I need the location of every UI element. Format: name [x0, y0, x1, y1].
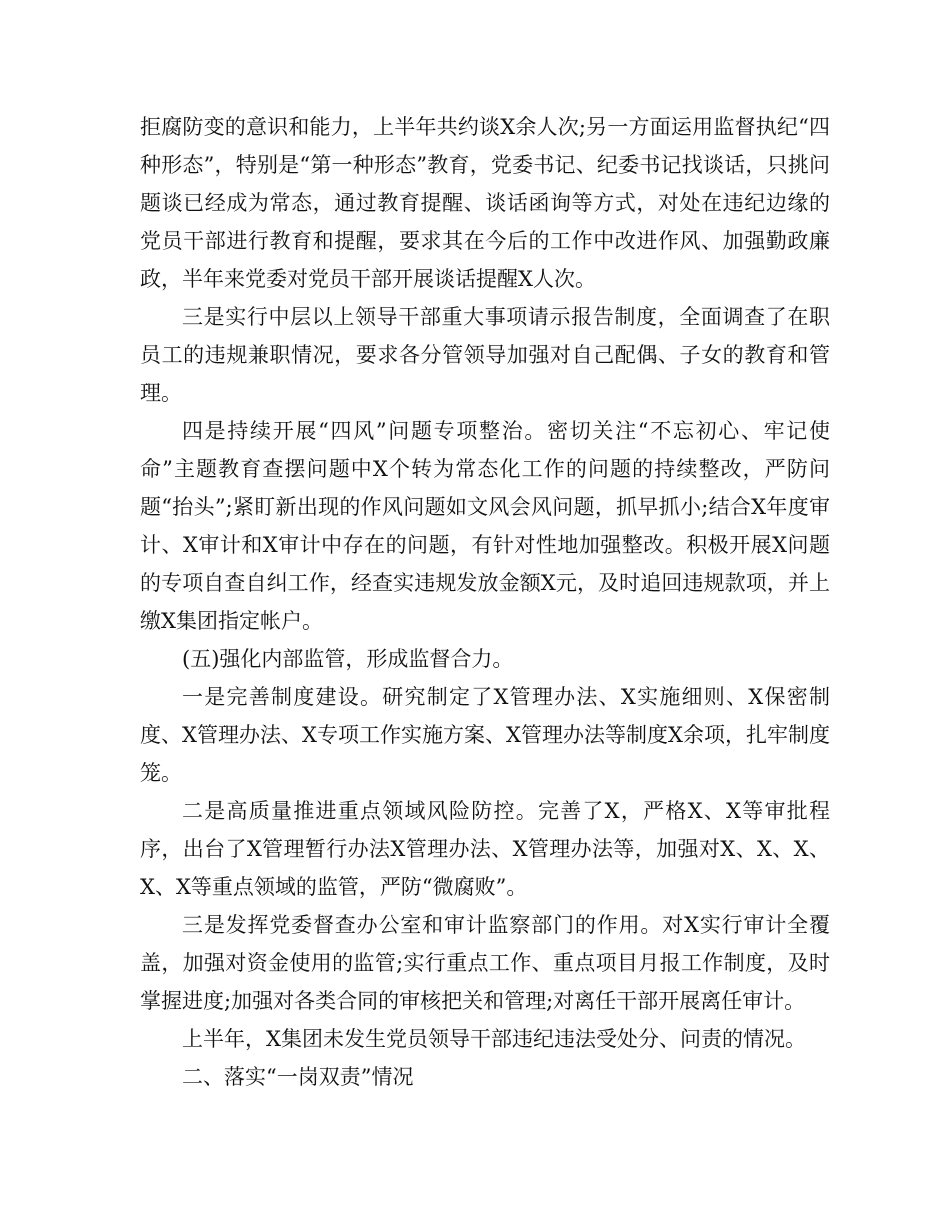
paragraph-item-four: 四是持续开展“四风”问题专项整治。密切关注“不忘初心、牢记使命”主题教育查摆问题中X个转为常态化工作的问题的持续整改，严防问题“抬头”;紧盯新出现的作风问题如文风会风问题，抓早抓小;结合X年度审计、X审计和X审计中存在的问题，有针对性地加强整改。积极开展X问题的专项自查自纠工作，经查实违规发放金额X元，及时追回违规款项，并上缴X集团指定帐户。: [140, 419, 830, 633]
paragraph-item-three: 三是实行中层以上领导干部重大事项请示报告制度，全面调查了在职员工的违规兼职情况，要求各分管领导加强对自己配偶、子女的教育和管理。: [140, 305, 830, 405]
document-page: [140, 108, 830, 1096]
paragraph-item-one: 一是完善制度建设。研究制定了X管理办法、X实施细则、X保密制度、X管理办法、X专项工作实施方案、X管理办法等制度X余项，扎牢制度笼。: [140, 685, 830, 785]
paragraph-item-three-b: 三是发挥党委督查办公室和审计监察部门的作用。对X实行审计全覆盖，加强对资金使用的监管;实行重点工作、重点项目月报工作制度，及时掌握进度;加强对各类合同的审核把关和管理;对离任干部开展离任审计。: [140, 913, 830, 1013]
paragraph-summary: 上半年，X集团未发生党员领导干部违纪违法受处分、问责的情况。: [182, 1027, 806, 1051]
section-heading-five: (五)强化内部监管，形成监督合力。: [182, 647, 514, 671]
paragraph-item-two: 二是高质量推进重点领域风险防控。完善了X，严格X、X等审批程序，出台了X管理暂行办法X管理办法、X管理办法等，加强对X、X、X、X、X等重点领域的监管，严防“微腐败”。: [140, 799, 830, 899]
section-heading-two: 二、落实“一岗双责”情况: [182, 1065, 414, 1089]
paragraph-continuation: 拒腐防变的意识和能力，上半年共约谈X余人次;另一方面运用监督执纪“四种形态”，特别是“第一种形态”教育，党委书记、纪委书记找谈话，只挑问题谈已经成为常态，通过教育提醒、谈话函询等方式，对处在违纪边缘的党员干部进行教育和提醒，要求其在今后的工作中改进作风、加强勤政廉政，半年来党委对党员干部开展谈话提醒X人次。: [140, 115, 830, 291]
